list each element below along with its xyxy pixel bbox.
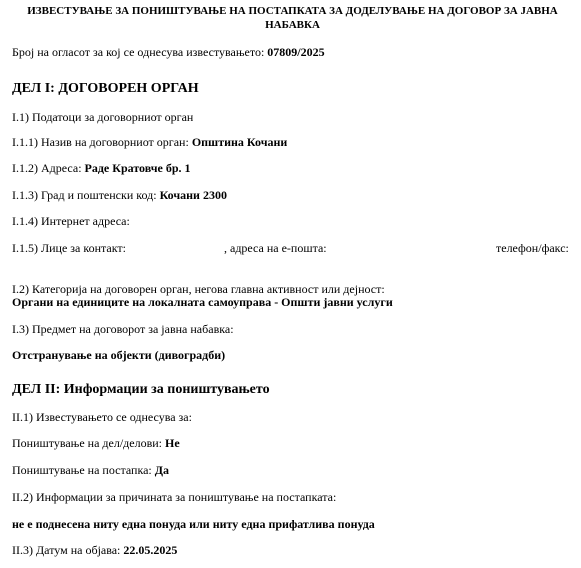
notice-reference-value: 07809/2025 bbox=[267, 45, 325, 59]
part2-heading: ДЕЛ II: Информации за поништувањето bbox=[12, 382, 270, 397]
cancellation-reason-value: не е поднесена ниту една понуда или ниту една прифатлива понуда bbox=[12, 517, 375, 531]
contract-subject-label: I.3) Предмет на договорот за јавна набавка: bbox=[12, 322, 234, 336]
cancellation-reason-label: II.2) Информации за причината за поништување на постапката: bbox=[12, 490, 337, 504]
address-label: I.1.2) Адреса: bbox=[12, 161, 82, 175]
contracting-authority-name bbox=[12, 135, 287, 150]
publication-date bbox=[12, 543, 177, 558]
part-cancellation-value: Не bbox=[165, 436, 180, 450]
section-ii1: II.1) Известувањето се однесува за: bbox=[12, 410, 192, 424]
city-postcode bbox=[12, 188, 227, 203]
section-i1: I.1) Податоци за договорниот орган bbox=[12, 110, 194, 124]
authority-name-label: I.1.1) Назив на договорниот орган: bbox=[12, 135, 189, 149]
publication-date-label: II.3) Датум на објава: bbox=[12, 543, 121, 557]
notice-reference-label: Број на огласот за кој се однесува известувањето: bbox=[12, 45, 265, 59]
part1-heading: ДЕЛ I: ДОГОВОРЕН ОРГАН bbox=[12, 81, 199, 96]
authority-category-label: I.2) Категорија на договорен орган, негова главна активност или дејност: bbox=[12, 282, 385, 296]
address bbox=[12, 161, 191, 176]
part-cancellation bbox=[12, 436, 180, 451]
contract-subject-value: Отстранување на објекти (дивоградби) bbox=[12, 348, 226, 362]
city-label: I.1.3) Град и поштенски код: bbox=[12, 188, 157, 202]
contact-person: I.1.5) Лице за контакт: bbox=[12, 241, 126, 255]
procedure-cancellation-label: Поништување на постапка: bbox=[12, 463, 152, 477]
publication-date-value: 22.05.2025 bbox=[123, 543, 178, 557]
address-value: Раде Кратовче бр. 1 bbox=[84, 161, 191, 175]
authority-name-value: Општина Кочани bbox=[191, 135, 288, 149]
part-cancellation-label: Поништување на дел/делови: bbox=[12, 436, 163, 450]
procedure-cancellation-value: Да bbox=[154, 463, 170, 477]
city-value: Кочани 2300 bbox=[159, 188, 227, 202]
contact-email: , адреса на е-пошта: bbox=[224, 241, 327, 255]
notice-reference bbox=[12, 45, 325, 60]
internet-address: I.1.4) Интернет адреса: bbox=[12, 214, 130, 228]
authority-category-value: Органи на единиците на локалната самоуправа - Општи јавни услуги bbox=[12, 295, 393, 309]
procedure-cancellation bbox=[12, 463, 169, 478]
contact-phone: телефон/факс: bbox=[496, 241, 569, 255]
document-title: ИЗВЕСТУВАЊЕ ЗА ПОНИШТУВАЊЕ НА ПОСТАПКАТА ЗА ДОДЕЛУВАЊЕ НА ДОГОВОР ЗА ЈАВНА НАБАВКА bbox=[27, 5, 558, 31]
